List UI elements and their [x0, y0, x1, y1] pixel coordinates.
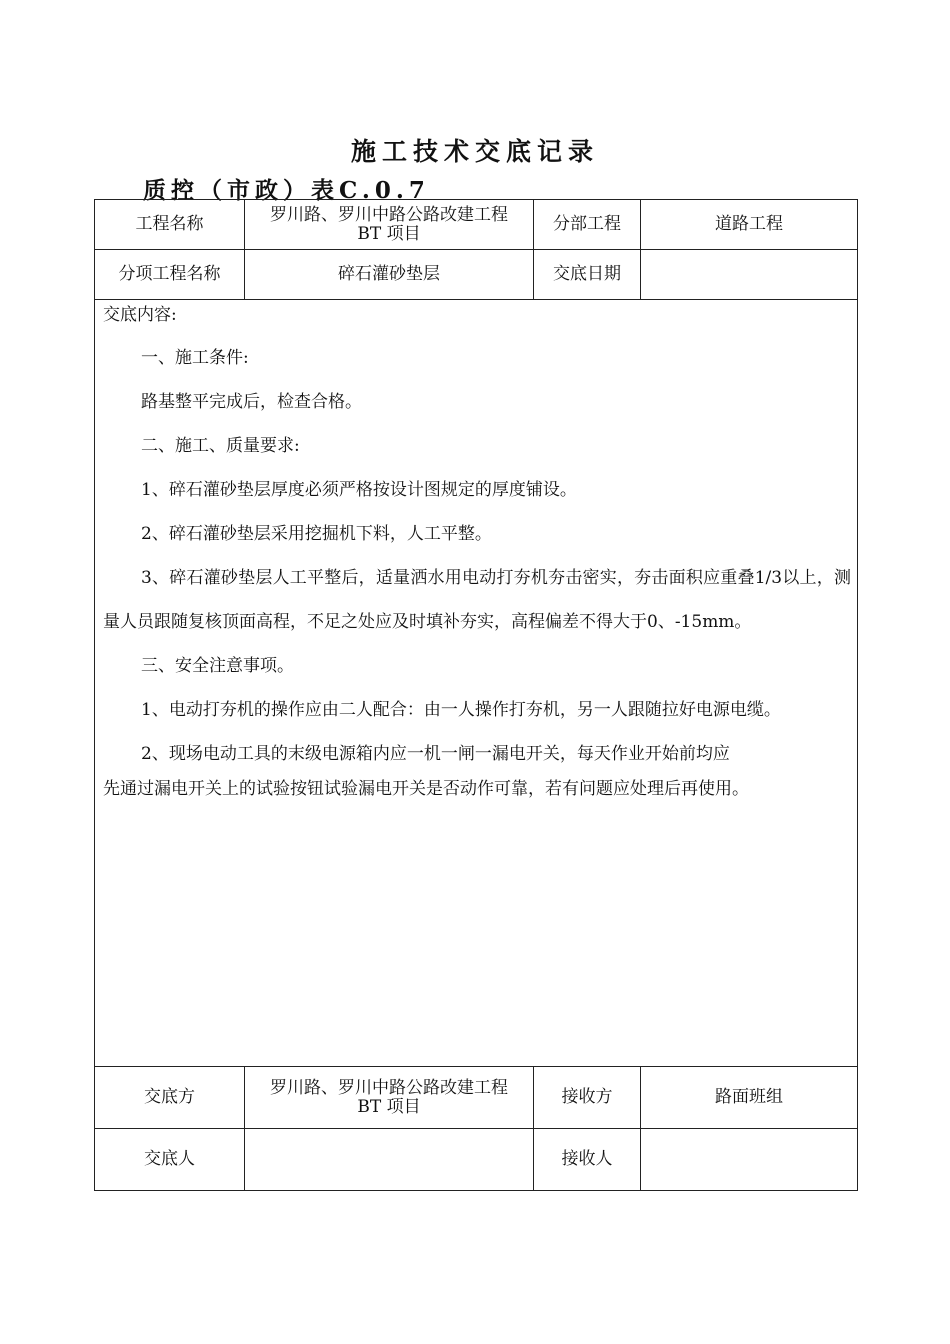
- document-title: 施工技术交底记录: [350, 137, 599, 166]
- record-table: [94, 199, 858, 1191]
- table-row: [95, 200, 858, 250]
- issuer-label: 交底方: [95, 1067, 245, 1129]
- table-row: [95, 1067, 858, 1129]
- project-name-line1: 罗川路、罗川中路公路改建工程: [270, 204, 508, 225]
- table-row: [95, 250, 858, 300]
- subitem-label: 分项工程名称: [95, 250, 245, 300]
- receiver-person-label: 接收人: [534, 1129, 641, 1191]
- section2-title: 二、施工、质量要求:: [141, 436, 300, 456]
- receiver-value: 路面班组: [641, 1067, 858, 1129]
- project-name-value: [245, 200, 534, 250]
- item-3-2-line1: 2、现场电动工具的末级电源箱内应一机一闸一漏电开关，每天作业开始前均应: [141, 744, 730, 764]
- form-code: 质控（市政）表C.0.7: [143, 177, 430, 204]
- issuer-person-value: [245, 1129, 534, 1191]
- receiver-label: 接收方: [534, 1067, 641, 1129]
- issuer-line1: 罗川路、罗川中路公路改建工程: [270, 1077, 508, 1098]
- project-name-label: 工程名称: [95, 200, 245, 250]
- project-name-line2: BT 项目: [357, 223, 421, 244]
- item-3-2-line2: 先通过漏电开关上的试验按钮试验漏电开关是否动作可靠，若有问题应处理后再使用。: [103, 779, 749, 799]
- section1-title: 一、施工条件:: [141, 348, 249, 368]
- content-heading: 交底内容:: [103, 305, 177, 325]
- issuer-line2: BT 项目: [357, 1096, 421, 1117]
- date-value: [641, 250, 858, 300]
- division-label: 分部工程: [534, 200, 641, 250]
- item-3-1: 1、电动打夯机的操作应由二人配合：由一人操作打夯机，另一人跟随拉好电源电缆。: [141, 700, 781, 720]
- section1-text: 路基整平完成后，检查合格。: [141, 392, 362, 412]
- item-2-1: 1、碎石灌砂垫层厚度必须严格按设计图规定的厚度铺设。: [141, 480, 577, 500]
- table-row: [95, 1129, 858, 1191]
- subitem-value: 碎石灌砂垫层: [245, 250, 534, 300]
- issuer-value: [245, 1067, 534, 1129]
- content-cell: [95, 300, 858, 1067]
- date-label: 交底日期: [534, 250, 641, 300]
- issuer-person-label: 交底人: [95, 1129, 245, 1191]
- division-value: 道路工程: [641, 200, 858, 250]
- item-2-3: 3、碎石灌砂垫层人工平整后，适量洒水用电动打夯机夯击密实，夯击面积应重叠1/3以上，测量人员跟随复核顶面高程，不足之处应及时填补夯实，高程偏差不得大于0、-15mm。: [103, 568, 851, 632]
- receiver-person-value: [641, 1129, 858, 1191]
- item-2-2: 2、碎石灌砂垫层采用挖掘机下料，人工平整。: [141, 524, 492, 544]
- section3-title: 三、安全注意事项。: [141, 656, 294, 676]
- content-row: [95, 300, 858, 1067]
- item-3-2: [95, 732, 857, 802]
